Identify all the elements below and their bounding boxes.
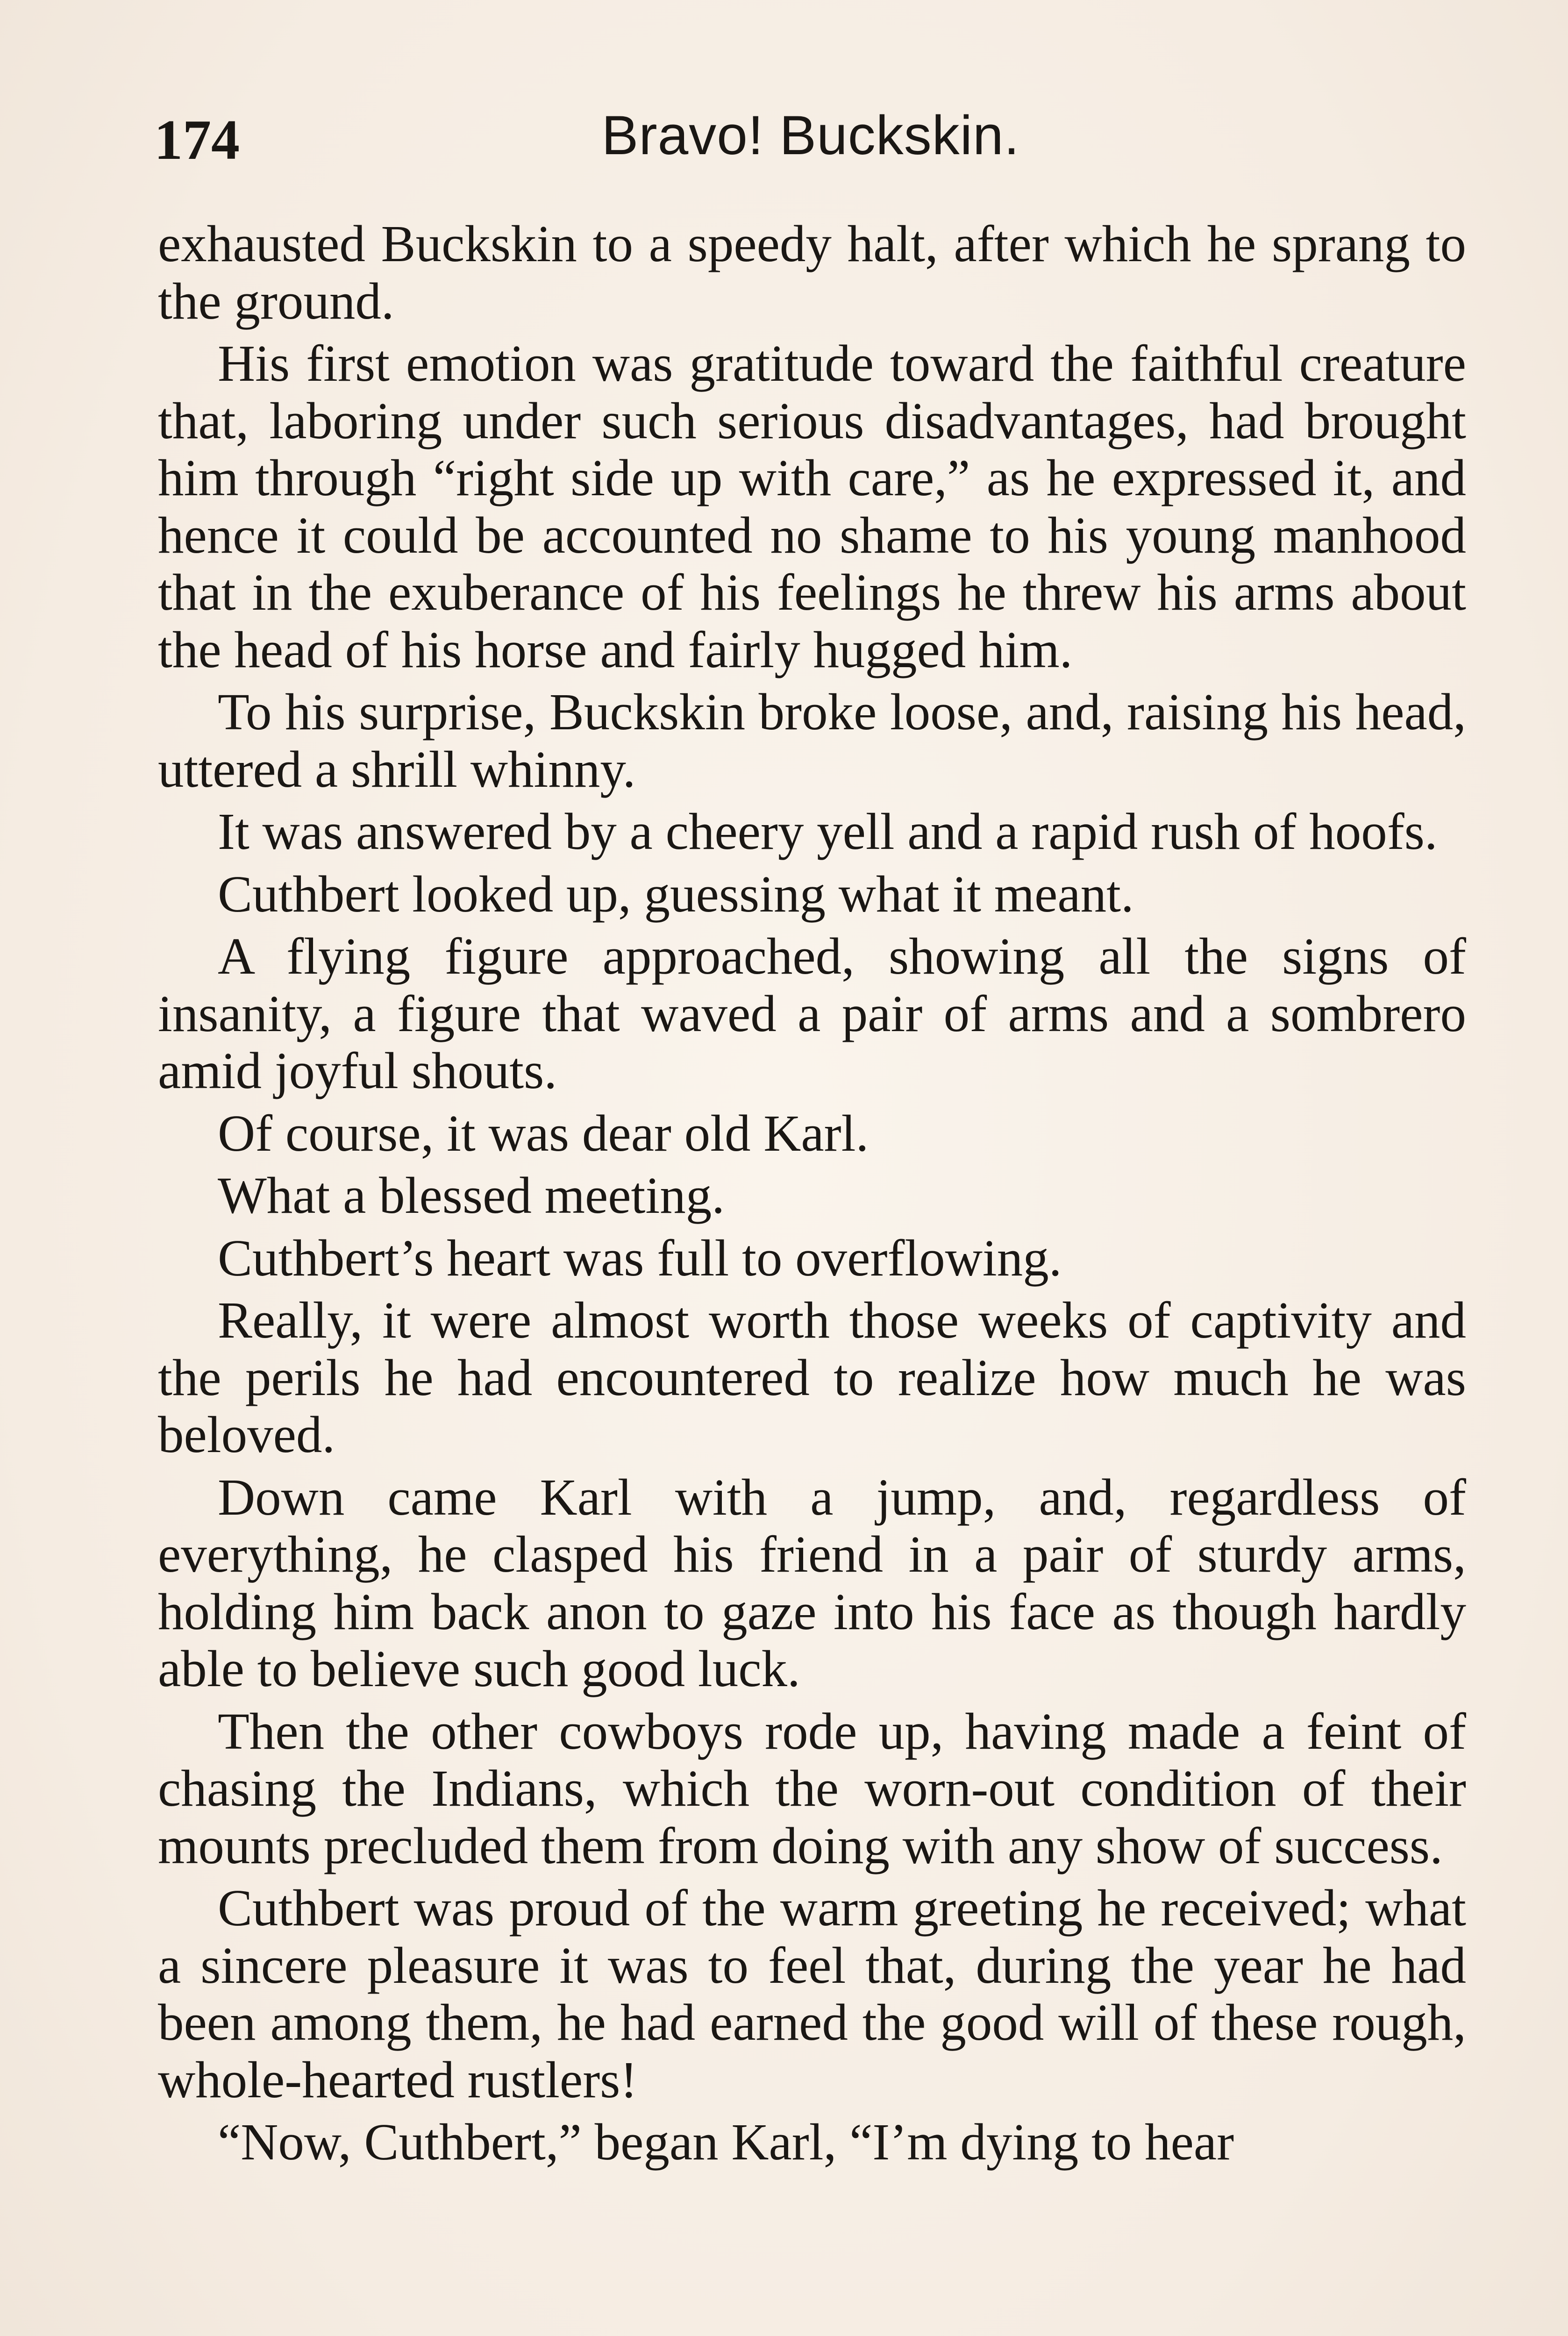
- body-text: [158, 216, 1466, 2177]
- paragraph: His first emotion was gratitude toward the faithful creature that, laboring under such serious disadvantages, had brought him through “right side up with care,” as he expressed it, and hence it could be accounted no shame to his young manhood that in the exuberance of his feelings he threw his arms about the head of his horse and fairly hugged him.: [158, 335, 1466, 679]
- paragraph: exhausted Buckskin to a speedy halt, after which he sprang to the ground.: [158, 215, 1466, 330]
- paragraph: Cuthbert’s heart was full to overflowing.: [218, 1229, 1062, 1287]
- paragraph: Down came Karl with a jump, and, regardless of everything, he clasped his friend in a pair of sturdy arms, holding him back anon to gaze into his face as though hardly able to believe such good luck.: [158, 1468, 1466, 1698]
- running-title: Bravo! Buckskin.: [601, 105, 1020, 166]
- paragraph: What a blessed meeting.: [218, 1167, 725, 1225]
- paragraph: A flying figure approached, showing all the signs of insanity, a figure that waved a pair of arms and a sombrero amid joyful shouts.: [158, 928, 1466, 1100]
- paragraph: Then the other cowboys rode up, having made a feint of chasing the Indians, which the worn-out condition of their mounts precluded them from doing with any show of success.: [158, 1702, 1466, 1875]
- paragraph: To his surprise, Buckskin broke loose, and, raising his head, uttered a shrill whinny.: [158, 684, 1466, 798]
- paragraph: Cuthbert was proud of the warm greeting he received; what a sincere pleasure it was to feel that, during the year he had been among them, he had earned the good will of these rough, whole-hearted rustlers!: [158, 1880, 1466, 2109]
- paragraph: Of course, it was dear old Karl.: [218, 1104, 869, 1162]
- paragraph: Cuthbert looked up, guessing what it meant.: [218, 865, 1134, 923]
- paragraph: Really, it were almost worth those weeks of captivity and the perils he had encountered to realize how much he was beloved.: [158, 1292, 1466, 1464]
- page-header: [154, 100, 1467, 175]
- page-number: 174: [154, 108, 240, 171]
- paragraph: It was answered by a cheery yell and a rapid rush of hoofs.: [218, 803, 1438, 861]
- paragraph: “Now, Cuthbert,” began Karl, “I’m dying to hear: [218, 2114, 1234, 2171]
